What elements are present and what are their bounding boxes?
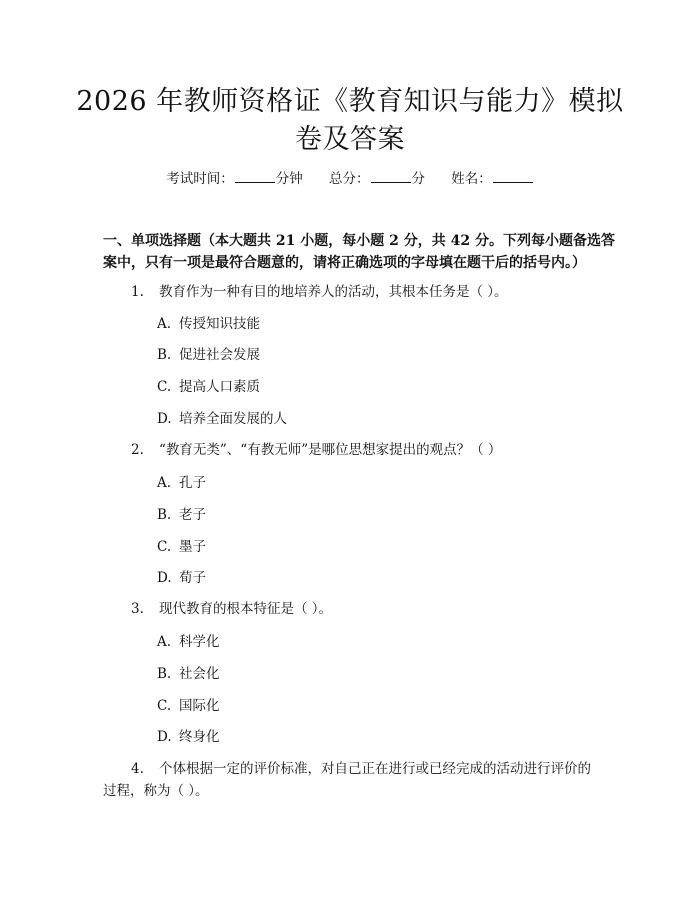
option-text: 墨子 <box>179 539 206 555</box>
exam-time-label: 考试时间： <box>166 171 234 187</box>
option-text: 提高人口素质 <box>179 379 260 395</box>
question-1-option-b <box>157 345 260 365</box>
option-text: 老子 <box>179 507 206 523</box>
exam-time-unit: 分钟 <box>275 171 303 187</box>
question-3-option-b <box>157 664 220 684</box>
question-text: “教育无类”、“有教无师”是哪位思想家提出的观点？（ ） <box>159 442 502 458</box>
question-3-stem <box>131 599 332 619</box>
option-text: 终身化 <box>179 729 220 745</box>
question-2-option-b <box>157 505 206 525</box>
question-3-option-c <box>157 696 220 716</box>
option-letter: A. <box>157 316 172 332</box>
total-score-blank <box>371 169 411 183</box>
total-score-unit: 分 <box>411 171 425 187</box>
student-name-blank <box>493 169 533 183</box>
option-text: 社会化 <box>179 666 220 682</box>
question-2-stem <box>131 440 501 460</box>
question-2-option-d <box>157 568 206 588</box>
option-letter: A. <box>157 475 172 491</box>
question-3-option-a <box>157 632 220 652</box>
question-number: 2. <box>131 442 144 458</box>
option-letter: A. <box>157 634 172 650</box>
option-letter: B. <box>157 347 172 363</box>
question-2-option-a <box>157 473 206 493</box>
question-text: 个体根据一定的评价标准，对自己正在进行或已经完成的活动进行评价的 <box>159 761 591 777</box>
option-letter: B. <box>157 507 172 523</box>
question-number: 4. <box>131 761 144 777</box>
question-text: 教育作为一种有目的地培养人的活动，其根本任务是（ ）。 <box>159 284 508 300</box>
option-letter: B. <box>157 666 172 682</box>
question-text: 现代教育的根本特征是（ ）。 <box>159 601 333 617</box>
question-1-option-c <box>157 377 260 397</box>
exam-meta-row <box>0 169 700 189</box>
option-letter: C. <box>157 379 172 395</box>
option-text: 培养全面发展的人 <box>179 411 287 427</box>
question-1-option-a <box>157 314 260 334</box>
total-score-field <box>329 169 425 189</box>
total-score-label: 总分： <box>329 171 370 187</box>
option-text: 荀子 <box>179 570 206 586</box>
option-text: 科学化 <box>179 634 220 650</box>
exam-title-line-2: 卷及答案 <box>295 124 405 155</box>
question-1-option-d <box>157 409 287 429</box>
option-letter: D. <box>157 570 172 586</box>
question-number: 3. <box>131 601 144 617</box>
option-letter: D. <box>157 411 172 427</box>
option-text: 国际化 <box>179 698 220 714</box>
question-4-stem-continued: 过程，称为（ ）。 <box>103 783 209 799</box>
exam-time-field <box>166 169 303 189</box>
student-name-label: 姓名： <box>451 171 492 187</box>
section-heading-line-2: 案中，只有一项是最符合题意的，请将正确选项的字母填在题干后的括号内。） <box>103 255 586 271</box>
option-text: 促进社会发展 <box>179 347 260 363</box>
question-2-option-c <box>157 537 206 557</box>
question-number: 1. <box>131 284 144 300</box>
option-text: 传授知识技能 <box>179 316 260 332</box>
option-letter: C. <box>157 539 172 555</box>
option-text: 孔子 <box>179 475 206 491</box>
question-3-option-d <box>157 727 220 747</box>
question-1-stem <box>131 282 508 302</box>
question-4-stem <box>131 759 591 779</box>
option-letter: D. <box>157 729 172 745</box>
section-heading-line-1: 一、单项选择题（本大题共 21 小题，每小题 2 分，共 42 分。下列每小题备选答 <box>103 233 615 249</box>
exam-title-line-1: 2026 年教师资格证《教育知识与能力》模拟 <box>76 86 624 117</box>
option-letter: C. <box>157 698 172 714</box>
exam-time-blank <box>235 169 275 183</box>
student-name-field <box>451 169 534 189</box>
